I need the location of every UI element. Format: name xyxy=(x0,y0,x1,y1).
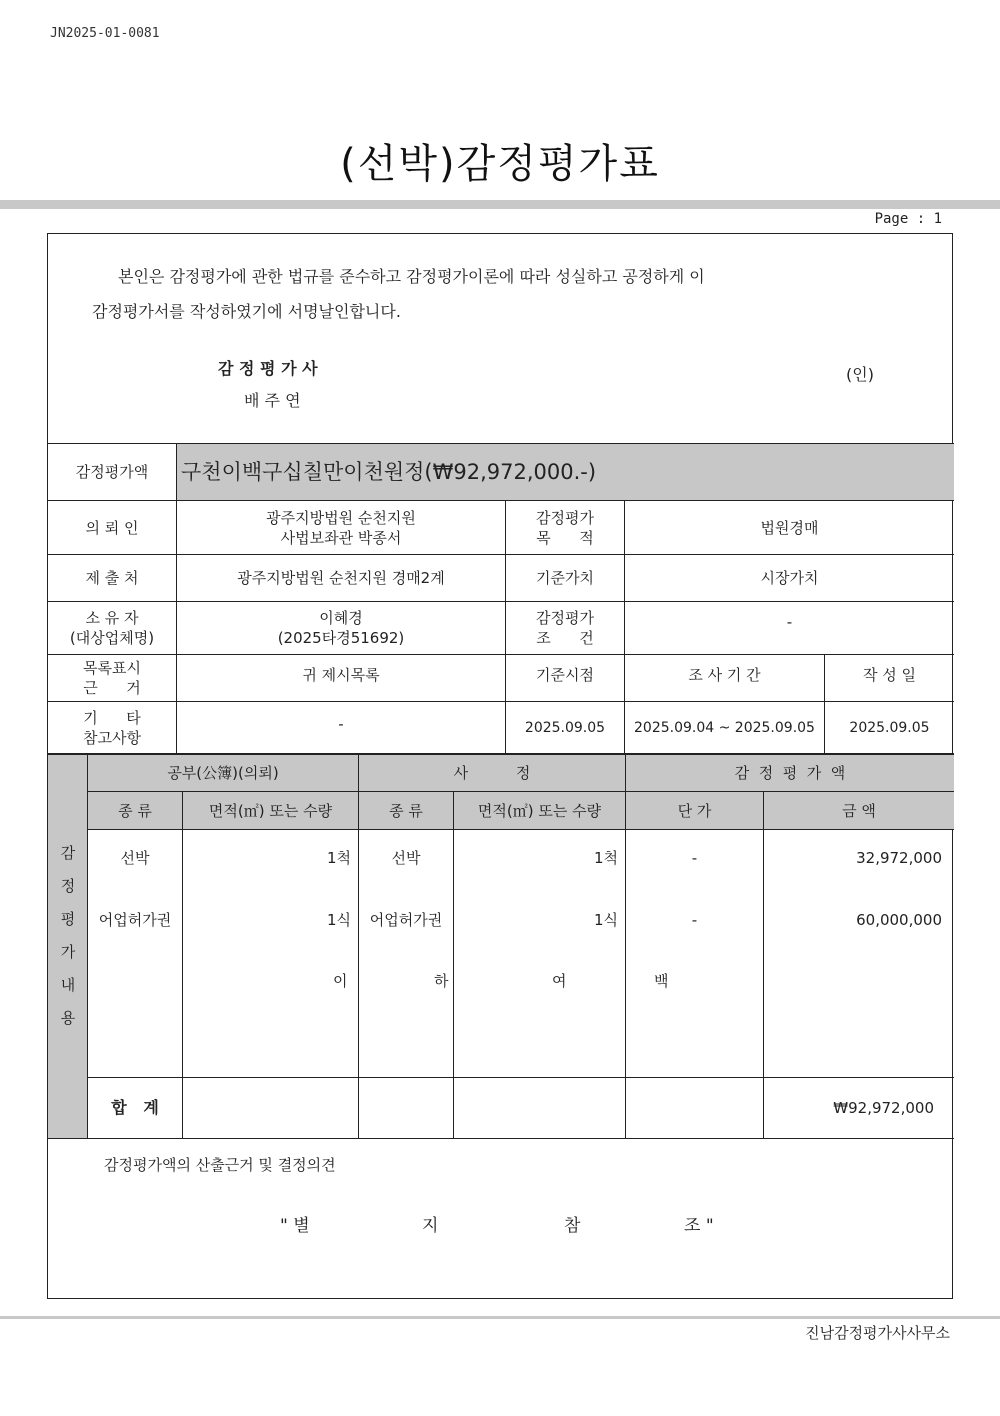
header-kind-2: 종 류 xyxy=(389,801,423,820)
appraisal-form xyxy=(47,233,953,1299)
opinion-ref-1: " 별 xyxy=(280,1216,310,1236)
total-label: 합 계 xyxy=(111,1098,159,1117)
list-basis-value: 귀 제시목록 xyxy=(302,666,380,684)
etc-label xyxy=(48,702,176,753)
statement-line-1: 본인은 감정평가에 관한 법규를 준수하고 감정평가이론에 따라 성실하고 공정하게 이 xyxy=(118,267,705,286)
purpose-label xyxy=(506,501,624,554)
list-label-2: 근 거 xyxy=(83,679,141,697)
row2-qty: 1식 xyxy=(326,911,351,929)
client-label: 의 뢰 인 xyxy=(85,518,139,537)
row2-kind: 어업허가권 xyxy=(98,911,172,929)
purpose-label-2: 목 적 xyxy=(536,528,594,547)
header-kind: 종 류 xyxy=(118,801,152,820)
case-number: (2025타경51692) xyxy=(277,629,405,647)
condition-label-2: 조 건 xyxy=(536,629,594,647)
owner-label-1: 소 유 자 xyxy=(85,609,139,627)
row2-qty-2: 1식 xyxy=(593,911,618,929)
condition-label xyxy=(506,602,624,654)
appraiser-name: 배 주 연 xyxy=(244,391,301,410)
owner-label xyxy=(48,602,176,654)
row1-kind: 선박 xyxy=(120,849,150,867)
office-name: 진남감정평가사사무소 xyxy=(805,1324,950,1342)
header-appraised-amount: 감 정 평 가 액 xyxy=(734,764,846,782)
basis-value-label: 기준가치 xyxy=(536,569,594,587)
survey-period-label: 조 사 기 간 xyxy=(688,666,761,684)
client-value xyxy=(177,501,505,554)
detail-side-label: 감정평가내용 xyxy=(58,845,77,1043)
row1-qty-2: 1척 xyxy=(593,849,618,867)
condition-label-1: 감정평가 xyxy=(536,609,594,627)
page-indicator: Page : 1 xyxy=(874,211,942,227)
etc-label-1: 기 타 xyxy=(83,708,141,727)
document-number: JN2025-01-0081 xyxy=(50,26,160,41)
header-unit-price: 단 가 xyxy=(677,801,712,820)
total-value: ₩92,972,000 xyxy=(833,1099,934,1117)
owner-value xyxy=(177,602,505,654)
seal-mark: (인) xyxy=(846,365,874,384)
written-date-label: 작 성 일 xyxy=(862,666,916,684)
blank-mark-3: 여 xyxy=(552,972,567,990)
list-label-1: 목록표시 xyxy=(83,659,141,677)
row1-unit-price: - xyxy=(691,849,698,867)
purpose-label-1: 감정평가 xyxy=(536,508,594,527)
header-fact: 사 정 xyxy=(453,764,531,782)
row1-kind-2: 선박 xyxy=(391,849,421,867)
list-basis-label xyxy=(48,655,176,701)
opinion-ref-3: 참 xyxy=(564,1216,581,1236)
blank-mark-1: 이 xyxy=(333,972,348,990)
basis-value: 시장가치 xyxy=(760,569,819,587)
header-public-record: 공부(公簿)(의뢰) xyxy=(167,764,279,782)
written-date-value: 2025.09.05 xyxy=(849,719,930,736)
blank-mark-2: 하 xyxy=(434,972,449,990)
client-line-1: 광주지방법원 순천지원 xyxy=(266,508,416,527)
opinion-label: 감정평가액의 산출근거 및 결정의견 xyxy=(104,1156,336,1174)
row2-unit-price: - xyxy=(691,911,698,929)
appraisal-amount-value: 구천이백구십칠만이천원정(₩92,972,000.-) xyxy=(177,444,954,500)
submit-value: 광주지방법원 순천지원 경매2계 xyxy=(237,569,445,587)
document-title: (선박)감정평가표 xyxy=(340,141,660,187)
appraiser-label: 감 정 평 가 사 xyxy=(218,359,318,378)
purpose-value: 법원경매 xyxy=(760,518,819,537)
footer-divider xyxy=(0,1316,1000,1319)
base-date-label: 기준시점 xyxy=(536,666,594,684)
survey-period-value: 2025.09.04 ~ 2025.09.05 xyxy=(634,719,815,736)
statement-line-2: 감정평가서를 작성하였기에 서명날인합니다. xyxy=(92,302,401,321)
blank-mark-4: 백 xyxy=(654,972,669,990)
row1-qty: 1척 xyxy=(326,849,351,867)
opinion-ref-4: 조 " xyxy=(684,1216,714,1236)
etc-label-2: 참고사항 xyxy=(83,728,141,747)
condition-value: - xyxy=(786,613,793,631)
header-area-2: 면적(㎡) 또는 수량 xyxy=(477,801,602,820)
appraisal-amount-label: 감정평가액 xyxy=(75,463,149,481)
opinion-ref-2: 지 xyxy=(422,1216,439,1236)
row1-amount: 32,972,000 xyxy=(856,849,942,867)
header-amount: 금 액 xyxy=(842,801,876,820)
base-date-value: 2025.09.05 xyxy=(524,719,606,736)
owner-name: 이혜경 xyxy=(319,609,363,627)
etc-value: - xyxy=(338,715,344,733)
submit-label: 제 출 처 xyxy=(85,569,139,587)
row2-amount: 60,000,000 xyxy=(856,911,942,929)
owner-label-2: (대상업체명) xyxy=(69,629,155,647)
client-line-2: 사법보좌관 박종서 xyxy=(280,528,402,547)
header-area: 면적(㎡) 또는 수량 xyxy=(208,801,333,820)
header-divider xyxy=(0,200,1000,209)
row2-kind-2: 어업허가권 xyxy=(369,911,443,929)
